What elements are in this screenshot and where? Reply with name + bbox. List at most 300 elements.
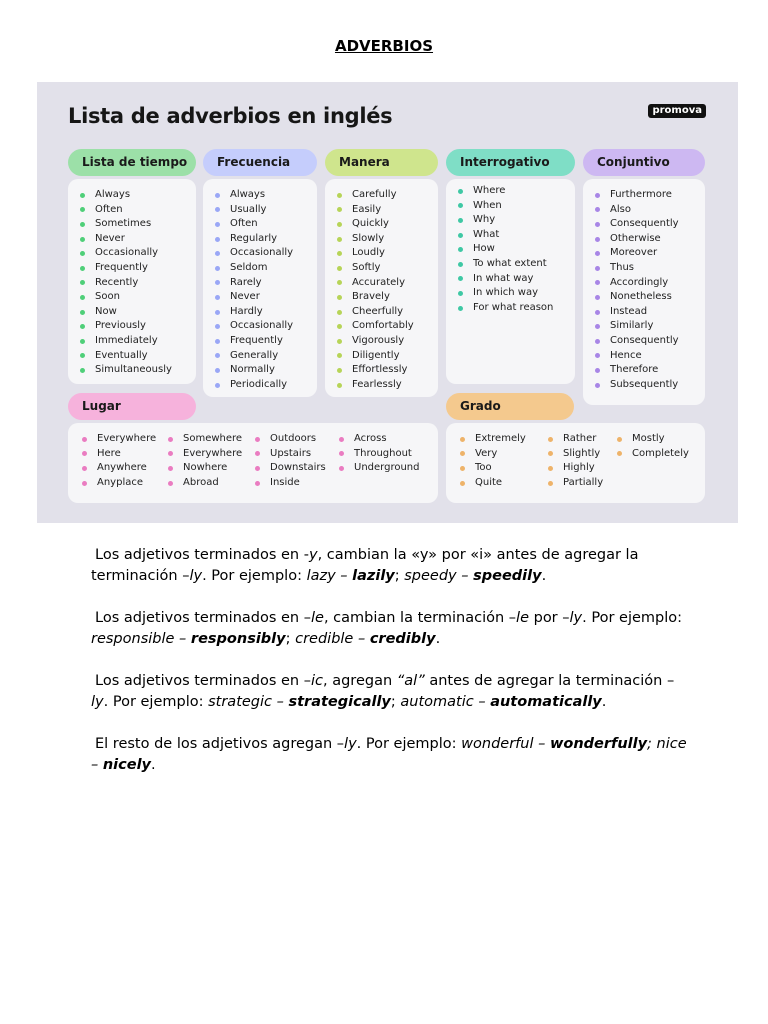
- note-italic: y: [308, 547, 318, 563]
- adverb-label: Immediately: [95, 334, 158, 346]
- adverb-item: [215, 246, 317, 261]
- bullet-dot-icon: [215, 353, 220, 358]
- bullet-dot-icon: [80, 266, 85, 271]
- adverb-item: [595, 203, 705, 218]
- adverb-item: [80, 203, 196, 218]
- note-text: antes de agregar la terminación –: [424, 673, 675, 689]
- adverb-label: Abroad: [183, 476, 219, 488]
- adverb-label: Regularly: [230, 232, 278, 244]
- bullet-dot-icon: [595, 339, 600, 344]
- adverb-item: [82, 447, 168, 462]
- note-italic: le: [310, 610, 324, 626]
- bullet-dot-icon: [82, 466, 87, 471]
- bullet-dot-icon: [337, 295, 342, 300]
- adverb-label: Loudly: [352, 247, 385, 259]
- bullet-dot-icon: [337, 280, 342, 285]
- adverb-item: [548, 447, 617, 462]
- bullet-dot-icon: [80, 280, 85, 285]
- adverb-item: [339, 432, 419, 447]
- adverbs-infographic: [37, 82, 738, 523]
- example-adverb: speedily: [473, 568, 542, 584]
- bullet-dot-icon: [80, 353, 85, 358]
- adverb-item: [595, 349, 705, 364]
- adverb-label: Often: [95, 203, 123, 215]
- bullet-dot-icon: [80, 222, 85, 227]
- adverb-item: [595, 232, 705, 247]
- adverb-label: Nowhere: [183, 462, 228, 474]
- adverb-label: Carefully: [352, 189, 397, 200]
- adverb-column: [255, 432, 339, 503]
- note-italic: ly: [344, 736, 357, 752]
- note-dash: –: [473, 694, 491, 710]
- header-frecuencia: Frecuencia: [203, 149, 317, 176]
- adverb-item: [337, 349, 438, 364]
- adverb-label: Consequently: [610, 218, 679, 230]
- panel-frecuencia: [203, 179, 317, 397]
- bullet-dot-icon: [255, 437, 260, 442]
- note-italic: ly: [189, 568, 203, 584]
- adverb-column: [168, 432, 255, 503]
- adverb-item: [595, 188, 705, 203]
- bullet-dot-icon: [337, 193, 342, 198]
- infographic-title: Lista de adverbios en inglés: [68, 104, 393, 128]
- bullet-dot-icon: [595, 251, 600, 256]
- adverb-label: Completely: [632, 447, 689, 459]
- panel-lugar: [68, 423, 438, 503]
- bullet-dot-icon: [337, 353, 342, 358]
- adverb-label: Moreover: [610, 247, 658, 259]
- note-text: por –: [529, 610, 570, 626]
- bullet-dot-icon: [80, 207, 85, 212]
- adverb-label: Softly: [352, 261, 381, 273]
- note-dash: –: [335, 568, 353, 584]
- adverb-item: [595, 261, 705, 276]
- example-word: nice: [656, 736, 687, 752]
- adverb-label: Instead: [610, 305, 648, 317]
- bullet-dot-icon: [80, 251, 85, 256]
- adverb-label: Bravely: [352, 291, 390, 303]
- example-adverb: nicely: [102, 757, 152, 773]
- adverb-item: [215, 276, 317, 291]
- adverb-item: [168, 461, 255, 476]
- example-word: lazy: [306, 568, 336, 584]
- header-conjuntivo: Conjuntivo: [583, 149, 705, 176]
- notes-section: [91, 545, 691, 797]
- example-word: strategic: [208, 694, 273, 710]
- adverb-item: [337, 203, 438, 218]
- adverb-item: [458, 272, 575, 287]
- bullet-dot-icon: [460, 466, 465, 471]
- adverb-label: Always: [95, 189, 131, 200]
- bullet-dot-icon: [595, 383, 600, 388]
- adverb-label: Outdoors: [270, 433, 317, 444]
- adverb-item: [80, 261, 196, 276]
- note-dash: –: [91, 757, 103, 773]
- note-end: .: [435, 631, 441, 647]
- adverb-label: Where: [473, 185, 506, 196]
- adverb-item: [595, 217, 705, 232]
- bullet-dot-icon: [460, 451, 465, 456]
- adverb-label: Why: [473, 214, 496, 226]
- example-word: wonderful: [461, 736, 534, 752]
- header-tiempo: Lista de tiempo: [68, 149, 196, 176]
- adverb-label: Slightly: [563, 447, 601, 459]
- bullet-dot-icon: [339, 437, 344, 442]
- note-text: Los adjetivos terminados en –: [95, 673, 311, 689]
- bullet-dot-icon: [215, 295, 220, 300]
- adverb-label: Cheerfully: [352, 305, 404, 317]
- bullet-dot-icon: [80, 295, 85, 300]
- note-dash: –: [353, 631, 370, 647]
- adverb-label: In which way: [473, 287, 538, 299]
- bullet-dot-icon: [215, 280, 220, 285]
- adverb-item: [337, 217, 438, 232]
- bullet-dot-icon: [337, 251, 342, 256]
- note-italic: ic: [310, 673, 323, 689]
- adverb-item: [617, 447, 697, 462]
- adverb-column: [617, 432, 697, 503]
- note-text: El resto de los adjetivos agregan –: [95, 736, 345, 752]
- adverb-item: [458, 228, 575, 243]
- header-interrogativo: Interrogativo: [446, 149, 575, 176]
- adverb-item: [168, 476, 255, 491]
- bullet-dot-icon: [595, 266, 600, 271]
- bullet-dot-icon: [80, 310, 85, 315]
- adverb-item: [215, 217, 317, 232]
- adverb-item: [80, 290, 196, 305]
- panel-manera: [325, 179, 438, 397]
- panel-grado: [446, 423, 705, 503]
- adverb-label: Thus: [610, 261, 634, 273]
- example-adverb: strategically: [288, 694, 391, 710]
- adverb-item: [460, 476, 548, 491]
- adverb-item: [548, 461, 617, 476]
- adverb-item: [458, 286, 575, 301]
- bullet-dot-icon: [458, 262, 463, 267]
- bullet-dot-icon: [215, 251, 220, 256]
- adverb-item: [337, 378, 438, 393]
- adverb-item: [337, 276, 438, 291]
- adverb-item: [460, 461, 548, 476]
- adverb-label: What: [473, 228, 500, 240]
- adverb-label: Occasionally: [230, 247, 294, 259]
- note-text: Los adjetivos terminados en –: [95, 610, 311, 626]
- adverb-item: [215, 188, 317, 203]
- bullet-dot-icon: [548, 451, 553, 456]
- adverb-item: [548, 432, 617, 447]
- adverb-label: For what reason: [473, 301, 554, 313]
- adverb-label: Accurately: [352, 276, 406, 288]
- bullet-dot-icon: [337, 324, 342, 329]
- adverb-item: [255, 476, 339, 491]
- bullet-dot-icon: [339, 451, 344, 456]
- bullet-dot-icon: [215, 383, 220, 388]
- adverb-item: [595, 246, 705, 261]
- adverb-item: [80, 188, 196, 203]
- panel-tiempo: [68, 179, 196, 384]
- bullet-dot-icon: [595, 295, 600, 300]
- adverb-item: [337, 290, 438, 305]
- adverb-label: Everywhere: [183, 447, 243, 459]
- adverb-item: [458, 199, 575, 214]
- adverb-label: Recently: [95, 276, 139, 288]
- example-word: credible: [295, 631, 354, 647]
- adverb-item: [595, 378, 705, 393]
- adverb-label: Partially: [563, 476, 604, 488]
- adverb-item: [458, 242, 575, 257]
- bullet-dot-icon: [595, 310, 600, 315]
- bullet-dot-icon: [82, 437, 87, 442]
- adverb-item: [215, 319, 317, 334]
- adverb-label: How: [473, 243, 495, 255]
- adverb-label: Too: [475, 462, 492, 474]
- note-end: .: [541, 568, 547, 584]
- adverb-label: Generally: [230, 349, 279, 361]
- bullet-dot-icon: [80, 368, 85, 373]
- note-dash: –: [533, 736, 550, 752]
- adverb-column: [460, 432, 548, 503]
- adverb-label: Very: [475, 447, 498, 459]
- adverb-item: [460, 432, 548, 447]
- adverb-item: [80, 232, 196, 247]
- adverb-label: Slowly: [352, 232, 385, 244]
- panel-conjuntivo: [583, 179, 705, 405]
- adverb-item: [337, 334, 438, 349]
- bullet-dot-icon: [460, 481, 465, 486]
- adverb-label: Now: [95, 305, 117, 317]
- brand-logo: promova: [648, 104, 706, 118]
- adverb-item: [80, 319, 196, 334]
- adverb-label: Often: [230, 218, 258, 230]
- bullet-dot-icon: [255, 451, 260, 456]
- adverb-label: Similarly: [610, 320, 654, 332]
- adverb-item: [337, 319, 438, 334]
- adverb-column: [339, 432, 419, 503]
- adverb-item: [82, 476, 168, 491]
- example-word: responsible: [91, 631, 175, 647]
- adverb-item: [215, 363, 317, 378]
- adverb-item: [215, 203, 317, 218]
- bullet-dot-icon: [337, 339, 342, 344]
- note-text: , cambian la «y» por «i» antes de agregar la terminación –: [91, 547, 639, 584]
- example-adverb: lazily: [352, 568, 395, 584]
- adverb-item: [215, 349, 317, 364]
- adverb-label: Usually: [230, 203, 267, 215]
- adverb-item: [82, 432, 168, 447]
- adverb-label: Anywhere: [97, 462, 147, 474]
- bullet-dot-icon: [82, 481, 87, 486]
- adverb-item: [168, 447, 255, 462]
- adverb-item: [215, 232, 317, 247]
- bullet-dot-icon: [255, 466, 260, 471]
- adverb-item: [80, 334, 196, 349]
- bullet-dot-icon: [82, 451, 87, 456]
- bullet-dot-icon: [458, 276, 463, 281]
- adverb-label: Hence: [610, 349, 642, 361]
- note-text: , agregan: [323, 673, 397, 689]
- adverb-item: [255, 461, 339, 476]
- adverb-item: [458, 257, 575, 272]
- bullet-dot-icon: [337, 310, 342, 315]
- adverb-label: Somewhere: [183, 433, 243, 444]
- bullet-dot-icon: [80, 339, 85, 344]
- note-rest: [91, 734, 691, 776]
- header-manera: Manera: [325, 149, 438, 176]
- adverb-item: [595, 305, 705, 320]
- adverb-label: Anyplace: [97, 476, 144, 488]
- adverb-item: [548, 476, 617, 491]
- adverb-item: [617, 432, 697, 447]
- adverb-item: [337, 232, 438, 247]
- bullet-dot-icon: [215, 207, 220, 212]
- example-word: speedy: [404, 568, 457, 584]
- adverb-label: Quickly: [352, 218, 389, 230]
- adverb-label: Occasionally: [95, 247, 159, 259]
- bullet-dot-icon: [215, 266, 220, 271]
- bullet-dot-icon: [458, 218, 463, 223]
- bullet-dot-icon: [458, 233, 463, 238]
- bullet-dot-icon: [80, 324, 85, 329]
- bullet-dot-icon: [458, 189, 463, 194]
- bullet-dot-icon: [548, 437, 553, 442]
- document-title: ADVERBIOS: [334, 37, 434, 55]
- adverb-item: [460, 447, 548, 462]
- adverb-label: Quite: [475, 476, 503, 488]
- adverb-item: [215, 290, 317, 305]
- bullet-dot-icon: [80, 193, 85, 198]
- adverb-label: Consequently: [610, 334, 679, 346]
- adverb-label: Sometimes: [95, 218, 152, 230]
- note-italic: ly: [91, 694, 104, 710]
- bullet-dot-icon: [215, 324, 220, 329]
- adverb-label: Here: [97, 447, 121, 459]
- bullet-dot-icon: [168, 437, 173, 442]
- adverb-label: Normally: [230, 364, 275, 376]
- bullet-dot-icon: [337, 237, 342, 242]
- adverb-label: Otherwise: [610, 232, 661, 244]
- adverb-label: Extremely: [475, 433, 526, 444]
- adverb-label: Rather: [563, 433, 597, 444]
- adverb-label: To what extent: [473, 257, 547, 269]
- adverb-label: Previously: [95, 320, 146, 332]
- adverb-item: [337, 188, 438, 203]
- adverb-column: [548, 432, 617, 503]
- adverb-label: Effortlessly: [352, 364, 408, 376]
- adverb-item: [595, 363, 705, 378]
- adverb-item: [215, 378, 317, 393]
- adverb-label: Occasionally: [230, 320, 294, 332]
- adverb-label: Frequently: [95, 261, 148, 273]
- bullet-dot-icon: [548, 481, 553, 486]
- adverb-item: [337, 246, 438, 261]
- adverb-label: Across: [354, 433, 387, 444]
- bullet-dot-icon: [215, 237, 220, 242]
- bullet-dot-icon: [458, 291, 463, 296]
- adverb-item: [458, 213, 575, 228]
- bullet-dot-icon: [337, 207, 342, 212]
- panel-interrogativo: [446, 179, 575, 384]
- bullet-dot-icon: [168, 451, 173, 456]
- adverb-label: Frequently: [230, 334, 283, 346]
- adverb-column: [82, 432, 168, 503]
- header-grado: Grado: [446, 393, 574, 420]
- adverb-item: [458, 301, 575, 316]
- bullet-dot-icon: [215, 310, 220, 315]
- bullet-dot-icon: [617, 437, 622, 442]
- note-le-ending: [91, 608, 691, 650]
- adverb-item: [595, 319, 705, 334]
- adverb-label: Underground: [354, 462, 420, 474]
- adverb-label: Hardly: [230, 305, 263, 317]
- bullet-dot-icon: [168, 466, 173, 471]
- adverb-label: Never: [95, 232, 125, 244]
- bullet-dot-icon: [168, 481, 173, 486]
- note-text: , cambian la terminación –: [323, 610, 517, 626]
- adverb-label: Everywhere: [97, 433, 157, 444]
- adverb-label: Downstairs: [270, 462, 326, 474]
- note-italic: ly: [569, 610, 583, 626]
- adverb-label: Inside: [270, 476, 300, 488]
- note-text: . Por ejemplo:: [103, 694, 209, 710]
- example-word: automatic: [400, 694, 474, 710]
- adverb-item: [255, 447, 339, 462]
- adverb-label: Never: [230, 291, 260, 303]
- note-italic: “al”: [396, 673, 425, 689]
- adverb-item: [337, 261, 438, 276]
- adverb-label: Periodically: [230, 378, 288, 390]
- adverb-label: Nonetheless: [610, 291, 672, 303]
- bullet-dot-icon: [215, 193, 220, 198]
- adverb-label: Diligently: [352, 349, 400, 361]
- adverb-label: Easily: [352, 203, 382, 215]
- adverb-item: [80, 305, 196, 320]
- note-separator: ;: [394, 568, 405, 584]
- note-text: . Por ejemplo:: [202, 568, 307, 584]
- bullet-dot-icon: [80, 237, 85, 242]
- example-adverb: automatically: [490, 694, 602, 710]
- adverb-label: Seldom: [230, 261, 268, 273]
- adverb-label: Eventually: [95, 349, 148, 361]
- note-y-ending: [91, 545, 691, 587]
- example-adverb: responsibly: [190, 631, 286, 647]
- adverb-item: [215, 305, 317, 320]
- adverb-item: [80, 217, 196, 232]
- bullet-dot-icon: [255, 481, 260, 486]
- note-text: Los adjetivos terminados en -: [95, 547, 309, 563]
- bullet-dot-icon: [595, 324, 600, 329]
- adverb-label: Furthermore: [610, 189, 672, 200]
- adverb-label: Accordingly: [610, 276, 669, 288]
- adverb-label: Throughout: [354, 447, 412, 459]
- adverb-label: Always: [230, 189, 266, 200]
- bullet-dot-icon: [548, 466, 553, 471]
- bullet-dot-icon: [458, 203, 463, 208]
- adverb-item: [255, 432, 339, 447]
- bullet-dot-icon: [595, 280, 600, 285]
- adverb-label: Therefore: [610, 364, 659, 376]
- bullet-dot-icon: [595, 237, 600, 242]
- bullet-dot-icon: [337, 383, 342, 388]
- adverb-label: Also: [610, 203, 631, 215]
- bullet-dot-icon: [215, 339, 220, 344]
- bullet-dot-icon: [215, 368, 220, 373]
- bullet-dot-icon: [337, 368, 342, 373]
- adverb-item: [168, 432, 255, 447]
- adverb-item: [595, 334, 705, 349]
- adverb-label: Soon: [95, 291, 120, 303]
- adverb-item: [80, 276, 196, 291]
- bullet-dot-icon: [337, 222, 342, 227]
